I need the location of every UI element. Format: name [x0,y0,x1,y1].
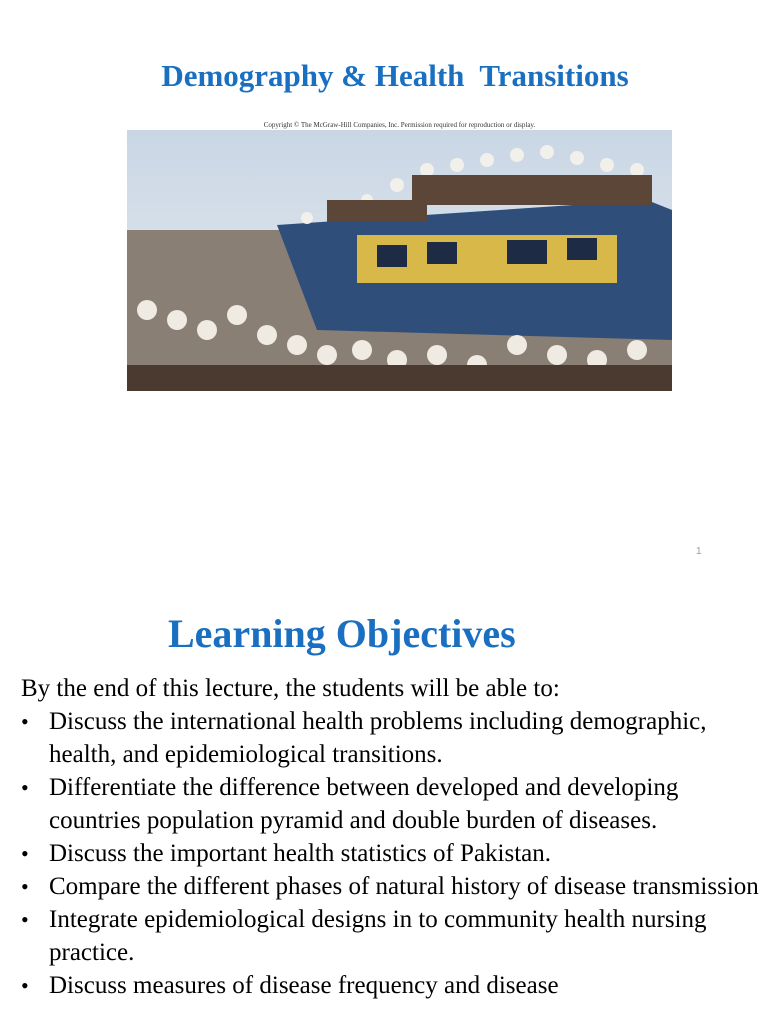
bullet-icon: • [21,874,29,899]
list-item: • Discuss the important health statistics of Pakistan. [0,837,764,870]
photo-illustration [127,130,672,391]
slide-title: Demography & Health Transitions [161,58,629,93]
list-item: • Discuss the international health problems including demographic, health, and epidemiological transitions. [0,705,764,771]
bullet-icon: • [21,841,29,866]
slide-title: Learning Objectives [168,611,516,656]
list-item: • Differentiate the difference between developed and developing countries population pyramid and double burden of diseases. [0,771,764,837]
bullet-icon: • [21,973,29,998]
bullet-icon: • [21,709,29,734]
page-number: 1 [696,546,702,557]
copyright-notice: Copyright © The McGraw-Hill Companies, Inc. Permission required for reproduction or display. [127,121,672,130]
list-item: • Discuss measures of disease frequency and disease [0,969,764,1002]
list-item: • Compare the different phases of natural history of disease transmission [0,870,764,903]
bullet-icon: • [21,907,29,932]
intro-text: By the end of this lecture, the students will be able to: [21,675,560,702]
crowded-train-photo [127,121,672,391]
slide-2 [0,580,768,1024]
bullet-icon: • [21,775,29,800]
objectives-list [0,705,768,1002]
list-item: • Integrate epidemiological designs in to community health nursing practice. [0,903,764,969]
